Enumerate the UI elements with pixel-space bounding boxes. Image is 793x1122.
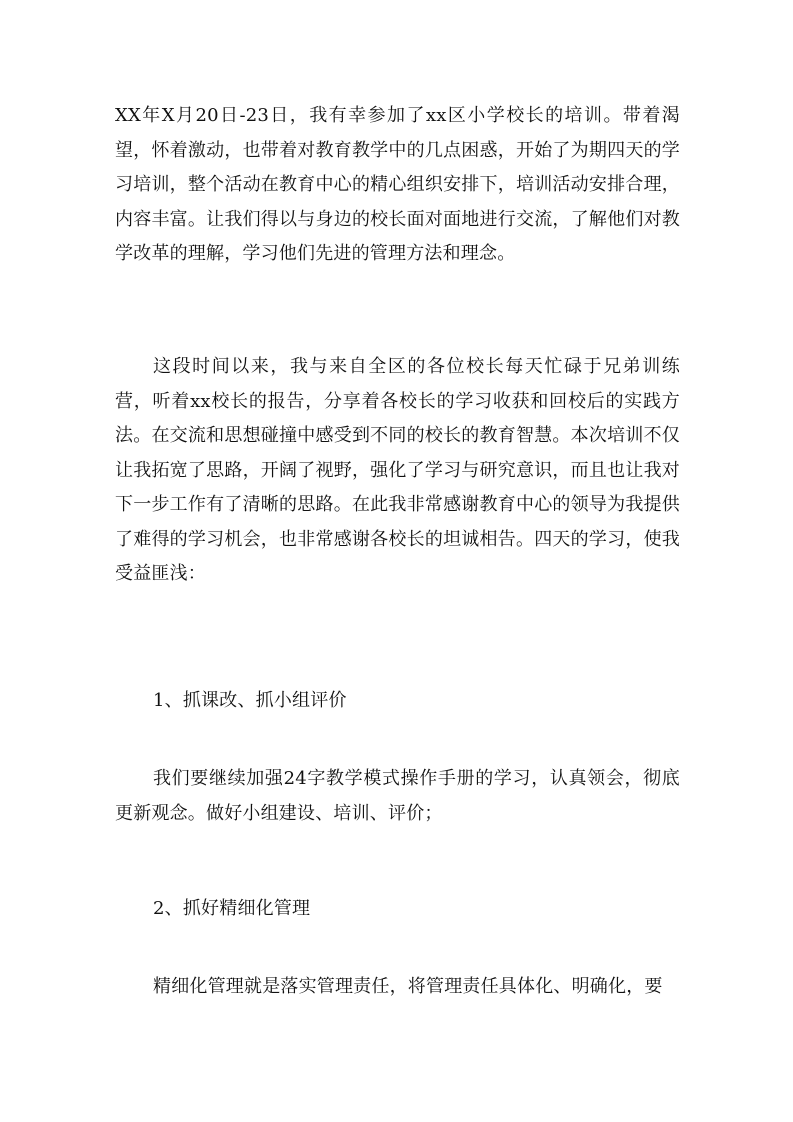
paragraph-training-reflection: 这段时间以来，我与来自全区的各位校长每天忙碌于兄弟训练营，听着xx校长的报告，分享着各校长的学习收获和回校后的实践方法。在交流和思想碰撞中感受到不同的校长的教育智慧。本次培训不仅让我拓宽了思路，开阔了视野，强化了学习与研究意识，而且也让我对下一步工作有了清晰的思路。在此我非常感谢教育中心的领导为我提供了难得的学习机会，也非常感谢各校长的坦诚相告。四天的学习，使我受益匪浅： (115, 356, 680, 584)
paragraph-curriculum-reform: 我们要继续加强24字教学模式操作手册的学习，认真领会，彻底更新观念。做好小组建设、培训、评价； (115, 768, 680, 824)
section-heading-refined-management: 2、抓好精细化管理 (153, 898, 311, 919)
paragraph-refined-management: 精细化管理就是落实管理责任，将管理责任具体化、明确化，要 (153, 976, 663, 997)
section-heading-curriculum-reform: 1、抓课改、抓小组评价 (153, 690, 347, 711)
paragraph-intro: XX年X月20日-23日，我有幸参加了xx区小学校长的培训。带着渴望，怀着激动，也带着对教育教学中的几点困惑，开始了为期四天的学习培训，整个活动在教育中心的精心组织安排下，培训活动安排合理，内容丰富。让我们得以与身边的校长面对面地进行交流，了解他们对教学改革的理解，学习他们先进的管理方法和理念。 (115, 105, 680, 264)
